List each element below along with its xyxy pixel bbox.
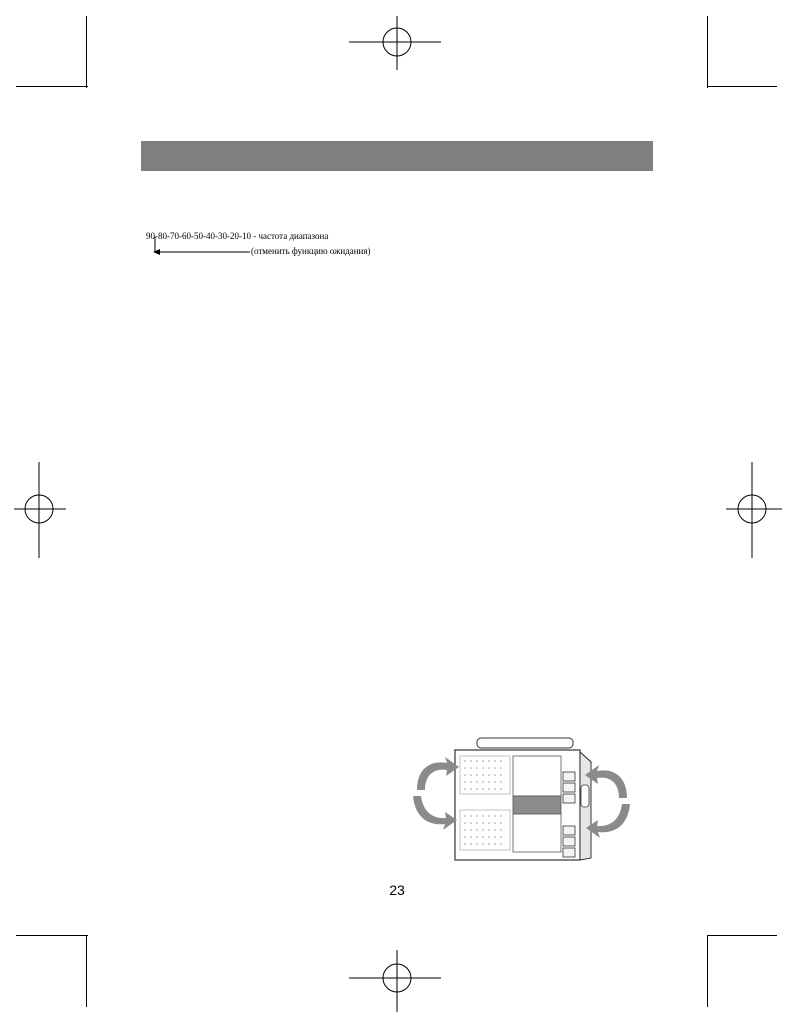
crop-mark-top-left-v: [86, 16, 87, 88]
radio-rotate-icon: [405, 730, 635, 865]
crop-mark-bottom-left-h: [16, 935, 88, 936]
crop-mark-top-right-h: [707, 86, 777, 87]
cancel-sleep-note: (отменить функцию ожидания): [251, 246, 371, 256]
section-header-band: [141, 141, 653, 171]
crop-mark-top-left-h: [16, 86, 88, 87]
crop-mark-top-right-v: [707, 16, 708, 88]
registration-mark-left-icon: [6, 460, 72, 560]
frequency-cycle-sequence: 90-80-70-60-50-40-30-20-10 - частота диапазона: [146, 231, 329, 241]
registration-mark-bottom-icon: [344, 940, 444, 1016]
registration-mark-top-icon: [344, 6, 444, 86]
crop-mark-bottom-right-v: [707, 935, 708, 1007]
crop-mark-bottom-left-v: [86, 935, 87, 1007]
page-number: 23: [389, 882, 405, 898]
return-arrow-icon: [150, 236, 252, 256]
crop-mark-bottom-right-h: [707, 935, 777, 936]
registration-mark-right-icon: [722, 460, 788, 560]
